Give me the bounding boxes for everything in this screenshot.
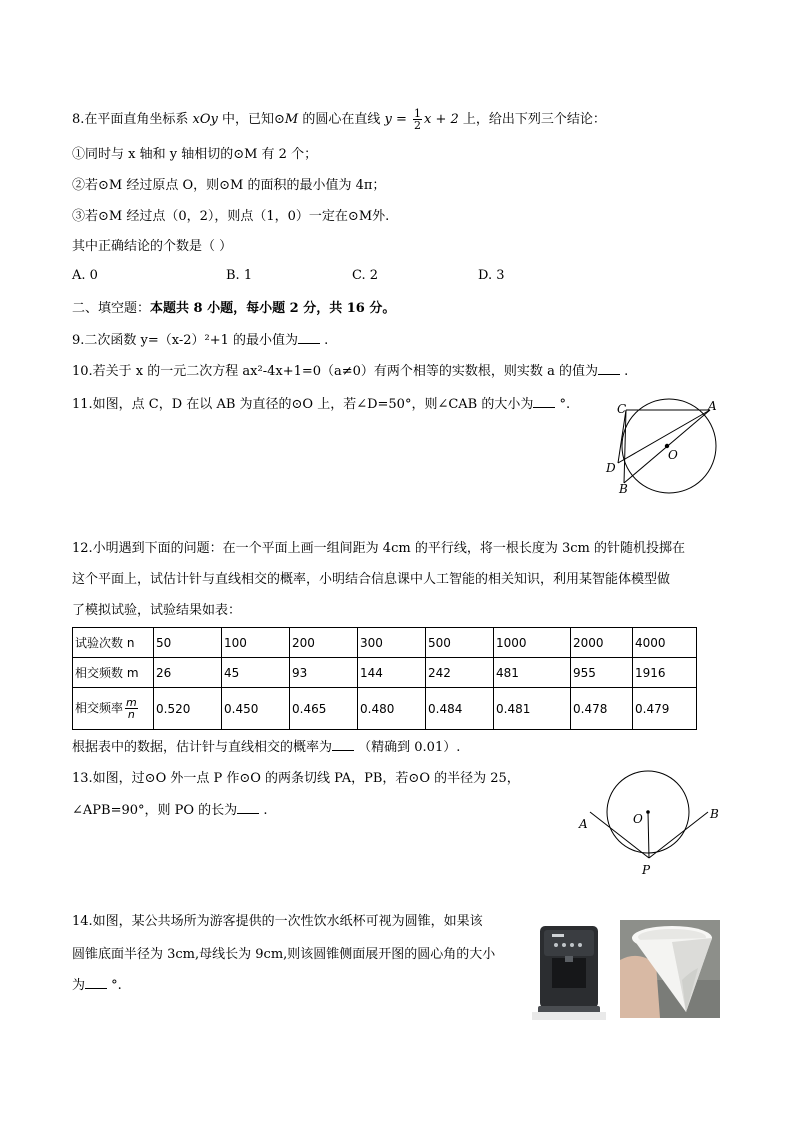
table-row — [73, 688, 697, 730]
label-a: A — [708, 399, 717, 413]
q8-statement-1: ①同时与 x 轴和 y 轴相切的⊙M 有 2 个； — [72, 147, 318, 162]
table-cell: 1916 — [633, 658, 697, 688]
q14-line-1: 14.如图，某公共场所为游客提供的一次性饮水纸杯可视为圆锥，如果该 — [72, 914, 483, 929]
table-cell: 1000 — [494, 628, 571, 658]
paper-cone-cup-image — [620, 920, 720, 1018]
answer-blank[interactable] — [598, 362, 620, 375]
frequency-fraction: $\frac{m}{n}$ — [126, 696, 137, 721]
q8-option-a: A. 0 — [72, 268, 98, 283]
table-cell: 4000 — [633, 628, 697, 658]
label-p: P — [642, 863, 651, 877]
table-cell: 100 — [222, 628, 290, 658]
q8-option-b: B. 1 — [226, 268, 253, 283]
experiment-table — [72, 627, 697, 730]
label-c: C — [617, 402, 627, 416]
row-label-trials: 试验次数 n — [73, 628, 154, 658]
table-cell: 0.478 — [571, 688, 633, 730]
table-cell: 300 — [358, 628, 426, 658]
label-b: B — [619, 482, 628, 496]
label-o: O — [633, 812, 643, 826]
table-cell: 50 — [154, 628, 222, 658]
table-cell: 481 — [494, 658, 571, 688]
row-label-counts: 相交频数 m — [73, 658, 154, 688]
tangent-pb — [649, 812, 708, 858]
table-cell: 955 — [571, 658, 633, 688]
table-cell: 500 — [426, 628, 494, 658]
table-row — [73, 628, 697, 658]
water-dispenser-image — [532, 918, 606, 1020]
q13-tangent-figure — [572, 768, 732, 880]
q8-statement-3: ③若⊙M 经过点（0，2），则点（1，0）一定在⊙M外. — [72, 209, 390, 224]
table-cell: 93 — [290, 658, 358, 688]
q11-text: 11.如图，点 C，D 在以 AB 为直径的⊙O 上，若∠D=50°，则∠CAB 的大小为 °. — [72, 397, 571, 412]
q8-fraction: $\frac{1}{2}$ — [414, 107, 422, 132]
label-o: O — [668, 448, 678, 462]
q10-text: 10.若关于 x 的一元二次方程 ax²-4x+1=0（a≠0）有两个相等的实数根，则实数 a 的值为 . — [72, 364, 629, 379]
q12-conclusion: 根据表中的数据，估计针与直线相交的概率为 （精确到 0.01）. — [72, 740, 461, 755]
table-cell: 144 — [358, 658, 426, 688]
label-d: D — [606, 461, 616, 475]
table-cell: 200 — [290, 628, 358, 658]
table-cell: 0.480 — [358, 688, 426, 730]
q12-line-3: 了模拟试验，试验结果如表： — [72, 603, 242, 618]
row-label-frequency: 相交频率 $\frac{m}{n}$ — [73, 688, 154, 730]
table-cell: 0.465 — [290, 688, 358, 730]
segment-po — [648, 812, 649, 858]
q14-line-3: 为 °. — [72, 978, 122, 993]
q8-option-d: D. 3 — [478, 268, 505, 283]
answer-blank[interactable] — [237, 801, 259, 814]
table-cell: 45 — [222, 658, 290, 688]
answer-blank[interactable] — [85, 976, 107, 989]
table-row — [73, 658, 697, 688]
label-a: A — [579, 817, 588, 831]
q11-circle-figure — [595, 395, 735, 505]
table-cell: 0.450 — [222, 688, 290, 730]
q8-stem: 8.在平面直角坐标系 xOy 中，已知⊙M 的圆心在直线 y = $\frac{1}{2}$ x + 2 上，给出下列三个结论： — [72, 107, 606, 132]
answer-blank[interactable] — [298, 331, 320, 344]
table-cell: 26 — [154, 658, 222, 688]
q14-line-2: 圆锥底面半径为 3cm,母线长为 9cm,则该圆锥侧面展开图的圆心角的大小 — [72, 947, 496, 962]
q8-option-c: C. 2 — [352, 268, 379, 283]
q12-line-1: 12.小明遇到下面的问题：在一个平面上画一组间距为 4cm 的平行线，将一根长度为 3cm 的针随机投掷在 — [72, 541, 685, 556]
q13-line-2: ∠APB=90°，则 PO 的长为 . — [72, 803, 268, 818]
center-point — [646, 810, 650, 814]
section-heading: 二、填空题：本题共 8 小题，每小题 2 分，共 16 分。 — [72, 301, 396, 316]
q13-line-1: 13.如图，过⊙O 外一点 P 作⊙O 的两条切线 PA，PB，若⊙O 的半径为 25， — [72, 771, 520, 786]
q8-question: 其中正确结论的个数是（ ） — [72, 239, 233, 254]
label-b: B — [710, 807, 719, 821]
table-cell: 0.481 — [494, 688, 571, 730]
q12-line-2: 这个平面上，试估计针与直线相交的概率，小明结合信息课中人工智能的相关知识，利用某智能体模型做 — [72, 572, 671, 587]
table-cell: 0.520 — [154, 688, 222, 730]
table-cell: 0.479 — [633, 688, 697, 730]
table-cell: 2000 — [571, 628, 633, 658]
q9-text: 9.二次函数 y=（x-2）²+1 的最小值为 . — [72, 333, 329, 348]
q8-statement-2: ②若⊙M 经过原点 O，则⊙M 的面积的最小值为 4π； — [72, 178, 386, 193]
table-cell: 0.484 — [426, 688, 494, 730]
table-cell: 242 — [426, 658, 494, 688]
answer-blank[interactable] — [332, 738, 354, 751]
answer-blank[interactable] — [533, 395, 555, 408]
